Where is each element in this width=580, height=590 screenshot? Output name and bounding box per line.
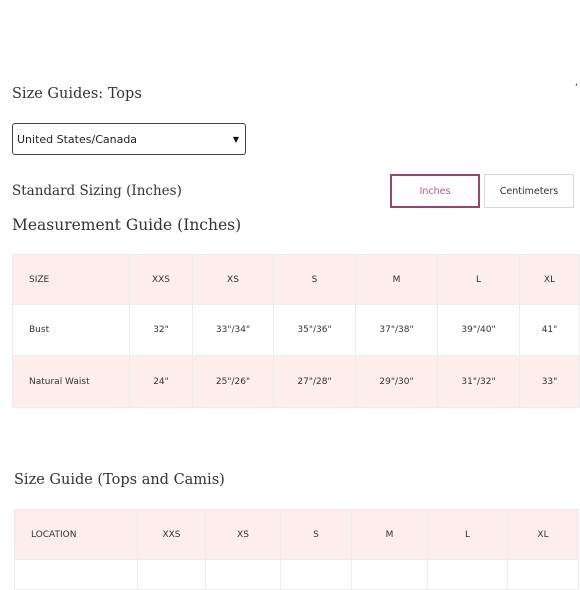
column-header: XS <box>193 255 274 305</box>
column-header: M <box>356 255 438 305</box>
table-cell: 37"/38" <box>356 305 438 356</box>
table-cell: 41" <box>520 305 580 356</box>
column-header: L <box>428 510 508 560</box>
country-select[interactable] <box>12 123 246 155</box>
inches-button[interactable]: Inches <box>390 174 480 208</box>
edge-mark: , <box>574 77 578 88</box>
table-cell <box>508 560 579 590</box>
tops-camis-heading: Size Guide (Tops and Camis) <box>14 472 225 488</box>
table-cell <box>138 560 206 590</box>
column-header: XL <box>508 510 579 560</box>
column-header: XS <box>206 510 281 560</box>
table-cell: 39"/40" <box>438 305 520 356</box>
table-cell: 29"/30" <box>356 356 438 408</box>
table-cell: 35"/36" <box>274 305 356 356</box>
table-cell <box>15 560 138 590</box>
column-header: M <box>352 510 428 560</box>
tops-camis-table <box>14 509 579 590</box>
table-header-row <box>13 255 580 305</box>
column-header: S <box>274 255 356 305</box>
column-header: L <box>438 255 520 305</box>
centimeters-button[interactable]: Centimeters <box>484 174 574 208</box>
table-row <box>15 560 579 590</box>
table-cell: 24" <box>130 356 193 408</box>
column-header: S <box>281 510 352 560</box>
column-header: XL <box>520 255 580 305</box>
column-header: XXS <box>130 255 193 305</box>
table-row <box>13 305 580 356</box>
caret-down-icon: ▼ <box>232 134 239 144</box>
table-header-row <box>15 510 579 560</box>
page-title: Size Guides: Tops <box>12 86 142 102</box>
table-cell <box>352 560 428 590</box>
table-cell: 27"/28" <box>274 356 356 408</box>
table-cell: 33"/34" <box>193 305 274 356</box>
table-cell: 25"/26" <box>193 356 274 408</box>
table-cell: Natural Waist <box>13 356 130 408</box>
column-header: XXS <box>138 510 206 560</box>
table-cell <box>281 560 352 590</box>
table-cell: 33" <box>520 356 580 408</box>
table-row <box>13 356 580 408</box>
column-header: SIZE <box>13 255 130 305</box>
standard-sizing-label: Standard Sizing (Inches) <box>12 183 182 199</box>
table-cell <box>428 560 508 590</box>
column-header: LOCATION <box>15 510 138 560</box>
table-cell: 32" <box>130 305 193 356</box>
table-cell: Bust <box>13 305 130 356</box>
measurement-guide-table <box>12 254 580 408</box>
table-cell: 31"/32" <box>438 356 520 408</box>
country-select-value: United States/Canada <box>17 132 138 146</box>
measurement-guide-heading: Measurement Guide (Inches) <box>12 216 242 234</box>
table-cell <box>206 560 281 590</box>
